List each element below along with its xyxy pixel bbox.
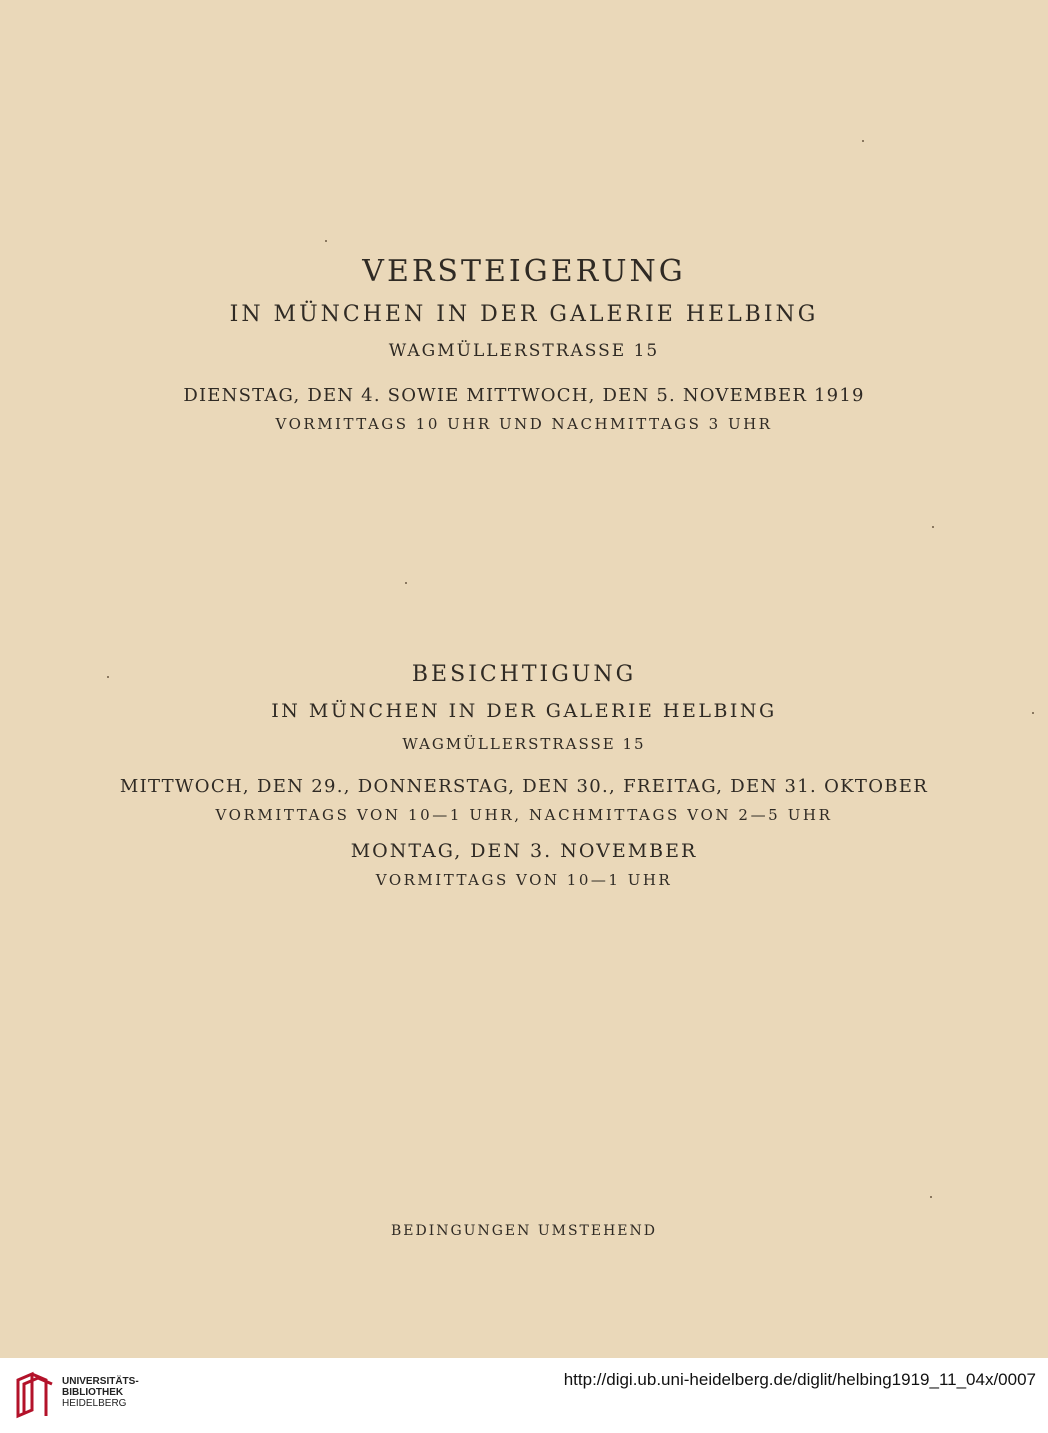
footer-bar <box>0 1358 1048 1433</box>
viewing-dates: MITTWOCH, DEN 29., DONNERSTAG, DEN 30., FREITAG, DEN 31. OKTOBER <box>119 776 929 797</box>
paper-speck <box>325 240 327 242</box>
viewing-address: WAGMÜLLERSTRASSE 15 <box>402 735 646 753</box>
library-line-2: BIBLIOTHEK <box>62 1387 124 1398</box>
conditions-note: BEDINGUNGEN UMSTEHEND <box>390 1223 658 1239</box>
library-line-1: UNIVERSITÄTS- <box>62 1376 139 1387</box>
library-name <box>62 1376 139 1409</box>
viewing-location: IN MÜNCHEN IN DER GALERIE HELBING <box>271 700 777 722</box>
viewing-monday-times: VORMITTAGS VON 10—1 UHR <box>375 871 673 889</box>
auction-dates: DIENSTAG, DEN 4. SOWIE MITTWOCH, DEN 5. NOVEMBER 1919 <box>183 385 865 406</box>
library-line-3: HEIDELBERG <box>62 1398 127 1409</box>
auction-times: VORMITTAGS 10 UHR UND NACHMITTAGS 3 UHR <box>275 415 773 433</box>
library-logo-icon <box>12 1370 60 1420</box>
viewing-title: BESICHTIGUNG <box>411 662 637 687</box>
viewing-monday: MONTAG, DEN 3. NOVEMBER <box>350 840 698 862</box>
paper-speck <box>932 526 934 528</box>
paper-speck <box>107 676 109 678</box>
paper-speck <box>930 1196 932 1198</box>
auction-address: WAGMÜLLERSTRASSE 15 <box>388 341 660 361</box>
auction-location: IN MÜNCHEN IN DER GALERIE HELBING <box>229 302 819 327</box>
paper-speck <box>405 582 407 584</box>
paper-speck <box>1032 712 1034 714</box>
viewing-times: VORMITTAGS VON 10—1 UHR, NACHMITTAGS VON 2—5 UHR <box>215 806 833 824</box>
source-url[interactable]: http://digi.ub.uni-heidelberg.de/diglit/helbing1919_11_04x/0007 <box>563 1370 1036 1389</box>
paper-speck <box>862 140 864 142</box>
auction-title: VERSTEIGERUNG <box>362 254 686 289</box>
